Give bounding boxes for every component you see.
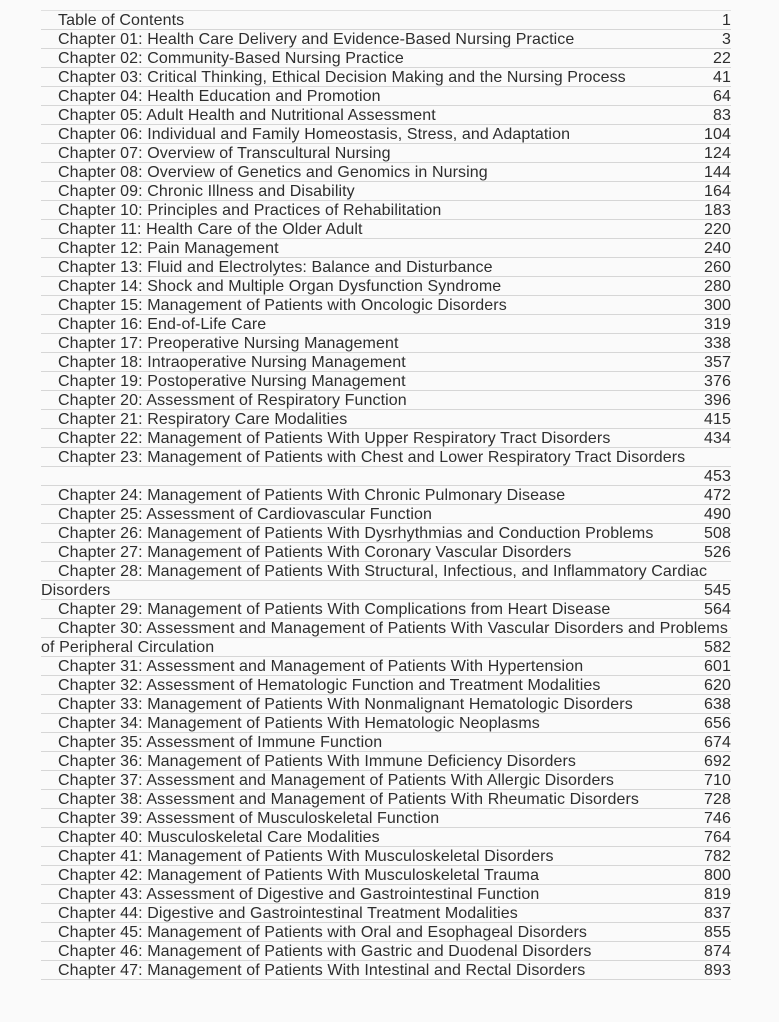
toc-entry-page-number: 434: [704, 430, 731, 447]
toc-entry: [41, 524, 731, 543]
toc-entry-title: Chapter 06: Individual and Family Homeostasis, Stress, and Adaptation: [58, 126, 571, 143]
toc-entry-title: Chapter 24: Management of Patients With Chronic Pulmonary Disease: [58, 487, 566, 504]
toc-entry-title: Table of Contents: [58, 12, 185, 29]
toc-entry-title: Chapter 04: Health Education and Promotion: [58, 88, 381, 105]
toc-entry-title: Chapter 34: Management of Patients With Hematologic Neoplasms: [58, 715, 540, 732]
table-of-contents-list: [41, 10, 731, 980]
toc-entry-title: Chapter 11: Health Care of the Older Adult: [58, 221, 363, 238]
toc-entry-page-number: 144: [704, 164, 731, 181]
toc-entry-page-number: 1: [722, 12, 731, 29]
toc-entry: [41, 201, 731, 220]
toc-entry-title: Chapter 08: Overview of Genetics and Genomics in Nursing: [58, 164, 488, 181]
toc-entry: [41, 505, 731, 524]
toc-entry-page-number: 104: [704, 126, 731, 143]
toc-entry-title: Chapter 46: Management of Patients with Gastric and Duodenal Disorders: [58, 943, 592, 960]
toc-entry-page-number: 220: [704, 221, 731, 238]
toc-entry-page-number: 453: [704, 468, 731, 485]
toc-entry-title: Chapter 15: Management of Patients with Oncologic Disorders: [58, 297, 507, 314]
toc-entry-title: Chapter 20: Assessment of Respiratory Function: [58, 392, 407, 409]
toc-entry-title: Chapter 12: Pain Management: [58, 240, 279, 257]
toc-entry: [41, 106, 731, 125]
toc-entry: [41, 315, 731, 334]
toc-entry: [41, 277, 731, 296]
toc-entry-page-number: 124: [704, 145, 731, 162]
toc-entry: [41, 733, 731, 752]
toc-entry-page-number: 674: [704, 734, 731, 751]
toc-entry-page-number: 240: [704, 240, 731, 257]
toc-entry-page-number: 83: [713, 107, 731, 124]
toc-entry: [41, 220, 731, 239]
toc-entry-page-number: 601: [704, 658, 731, 675]
toc-entry-title: Chapter 22: Management of Patients With Upper Respiratory Tract Disorders: [58, 430, 611, 447]
toc-entry-title: Chapter 32: Assessment of Hematologic Function and Treatment Modalities: [58, 677, 601, 694]
toc-entry: [41, 600, 731, 619]
toc-entry: [41, 486, 731, 505]
toc-entry-title: Chapter 33: Management of Patients With Nonmalignant Hematologic Disorders: [58, 696, 633, 713]
toc-entry-page-number: 22: [713, 50, 731, 67]
toc-entry-title: Chapter 10: Principles and Practices of Rehabilitation: [58, 202, 442, 219]
toc-entry-title: Chapter 36: Management of Patients With Immune Deficiency Disorders: [58, 753, 577, 770]
toc-entry-page-number: 582: [704, 639, 731, 656]
toc-entry-title: Chapter 17: Preoperative Nursing Management: [58, 335, 399, 352]
toc-entry: [41, 562, 731, 600]
toc-entry: [41, 68, 731, 87]
toc-entry-title: Chapter 01: Health Care Delivery and Evidence-Based Nursing Practice: [58, 31, 575, 48]
toc-entry-page-number: 545: [704, 582, 731, 599]
toc-entry: [41, 353, 731, 372]
toc-entry-page-number: 782: [704, 848, 731, 865]
toc-entry-page-number: 490: [704, 506, 731, 523]
toc-entry: [41, 144, 731, 163]
toc-entry-page-number: 508: [704, 525, 731, 542]
toc-entry-title: Chapter 25: Assessment of Cardiovascular Function: [58, 506, 432, 523]
toc-entry-title: Chapter 05: Adult Health and Nutritional Assessment: [58, 107, 436, 124]
toc-entry-title: Chapter 35: Assessment of Immune Function: [58, 734, 383, 751]
toc-entry: [41, 182, 731, 201]
toc-entry-title: Chapter 45: Management of Patients with Oral and Esophageal Disorders: [58, 924, 587, 941]
toc-entry-page-number: 638: [704, 696, 731, 713]
toc-entry: [41, 809, 731, 828]
toc-entry-title: Chapter 14: Shock and Multiple Organ Dysfunction Syndrome: [58, 278, 502, 295]
toc-entry: [41, 49, 731, 68]
toc-entry: [41, 429, 731, 448]
toc-entry: [41, 695, 731, 714]
toc-entry-title: Chapter 09: Chronic Illness and Disability: [58, 183, 355, 200]
toc-entry: [41, 391, 731, 410]
toc-entry: [41, 30, 731, 49]
toc-entry: [41, 942, 731, 961]
toc-entry-title: Chapter 18: Intraoperative Nursing Management: [58, 354, 406, 371]
toc-entry-page-number: 357: [704, 354, 731, 371]
toc-entry-page-number: 837: [704, 905, 731, 922]
toc-entry: [41, 752, 731, 771]
toc-entry-title: Chapter 47: Management of Patients With Intestinal and Rectal Disorders: [58, 962, 586, 979]
toc-entry-page-number: 164: [704, 183, 731, 200]
toc-entry-page-number: 472: [704, 487, 731, 504]
toc-entry: [41, 828, 731, 847]
toc-entry-page-number: 3: [722, 31, 731, 48]
toc-entry-page-number: 692: [704, 753, 731, 770]
toc-entry-page-number: 319: [704, 316, 731, 333]
toc-entry-page-number: 396: [704, 392, 731, 409]
toc-entry: [41, 163, 731, 182]
toc-entry-page-number: 526: [704, 544, 731, 561]
toc-entry-page-number: 280: [704, 278, 731, 295]
toc-entry-title: Chapter 28: Management of Patients With Structural, Infectious, and Inflammatory Cardiac Disorders: [41, 563, 708, 599]
toc-entry: [41, 790, 731, 809]
toc-entry-page-number: 874: [704, 943, 731, 960]
toc-entry-page-number: 376: [704, 373, 731, 390]
toc-entry-title: Chapter 43: Assessment of Digestive and Gastrointestinal Function: [58, 886, 540, 903]
toc-entry-title: Chapter 02: Community-Based Nursing Practice: [58, 50, 404, 67]
toc-entry-page-number: 819: [704, 886, 731, 903]
toc-entry-page-number: 800: [704, 867, 731, 884]
toc-entry: [41, 448, 731, 486]
toc-entry: [41, 372, 731, 391]
toc-entry: [41, 239, 731, 258]
toc-entry: [41, 125, 731, 144]
toc-entry-page-number: 41: [713, 69, 731, 86]
toc-entry-title: Chapter 27: Management of Patients With Coronary Vascular Disorders: [58, 544, 572, 561]
toc-entry: [41, 676, 731, 695]
toc-entry: [41, 87, 731, 106]
toc-entry-page-number: 564: [704, 601, 731, 618]
toc-entry-title: Chapter 41: Management of Patients With Musculoskeletal Disorders: [58, 848, 554, 865]
toc-entry: [41, 923, 731, 942]
toc-entry-page-number: 746: [704, 810, 731, 827]
toc-entry-title: Chapter 23: Management of Patients with Chest and Lower Respiratory Tract Disorders: [58, 449, 686, 466]
toc-entry: [41, 296, 731, 315]
toc-entry-page-number: 764: [704, 829, 731, 846]
toc-entry: [41, 619, 731, 657]
toc-entry: [41, 543, 731, 562]
toc-entry-page-number: 855: [704, 924, 731, 941]
toc-entry-title: Chapter 39: Assessment of Musculoskeletal Function: [58, 810, 440, 827]
toc-entry: [41, 885, 731, 904]
toc-entry-page-number: 620: [704, 677, 731, 694]
toc-entry-page-number: 64: [713, 88, 731, 105]
toc-entry: [41, 847, 731, 866]
toc-entry-title: Chapter 16: End-of-Life Care: [58, 316, 267, 333]
toc-entry-page-number: 338: [704, 335, 731, 352]
toc-entry-title: Chapter 38: Assessment and Management of Patients With Rheumatic Disorders: [58, 791, 640, 808]
toc-entry-title: Chapter 42: Management of Patients With Musculoskeletal Trauma: [58, 867, 540, 884]
toc-entry: [41, 334, 731, 353]
toc-entry-title: Chapter 21: Respiratory Care Modalities: [58, 411, 348, 428]
toc-entry: [41, 866, 731, 885]
toc-entry-title: Chapter 31: Assessment and Management of Patients With Hypertension: [58, 658, 584, 675]
toc-entry: [41, 904, 731, 923]
toc-entry-page-number: 415: [704, 411, 731, 428]
toc-entry-page-number: 300: [704, 297, 731, 314]
toc-entry-title: Chapter 13: Fluid and Electrolytes: Balance and Disturbance: [58, 259, 493, 276]
toc-entry: [41, 410, 731, 429]
toc-entry: [41, 258, 731, 277]
toc-entry-title: Chapter 40: Musculoskeletal Care Modalities: [58, 829, 380, 846]
toc-entry-title: Chapter 30: Assessment and Management of Patients With Vascular Disorders and Problems of Peripheral Circulation: [41, 620, 728, 656]
toc-entry: [41, 771, 731, 790]
toc-entry-page-number: 183: [704, 202, 731, 219]
toc-entry-title: Chapter 07: Overview of Transcultural Nursing: [58, 145, 391, 162]
toc-entry: [41, 657, 731, 676]
toc-entry: [41, 714, 731, 733]
toc-entry-title: Chapter 26: Management of Patients With Dysrhythmias and Conduction Problems: [58, 525, 654, 542]
toc-entry-page-number: 656: [704, 715, 731, 732]
toc-entry-page-number: 710: [704, 772, 731, 789]
toc-entry-title: Chapter 29: Management of Patients With Complications from Heart Disease: [58, 601, 611, 618]
toc-entry-page-number: 728: [704, 791, 731, 808]
toc-entry-page-number: 260: [704, 259, 731, 276]
toc-entry-page-number: 893: [704, 962, 731, 979]
toc-entry: [41, 11, 731, 30]
toc-entry-title: Chapter 03: Critical Thinking, Ethical Decision Making and the Nursing Process: [58, 69, 626, 86]
toc-entry-title: Chapter 37: Assessment and Management of Patients With Allergic Disorders: [58, 772, 615, 789]
toc-entry: [41, 961, 731, 980]
toc-entry-title: Chapter 44: Digestive and Gastrointestinal Treatment Modalities: [58, 905, 518, 922]
toc-entry-title: Chapter 19: Postoperative Nursing Management: [58, 373, 406, 390]
